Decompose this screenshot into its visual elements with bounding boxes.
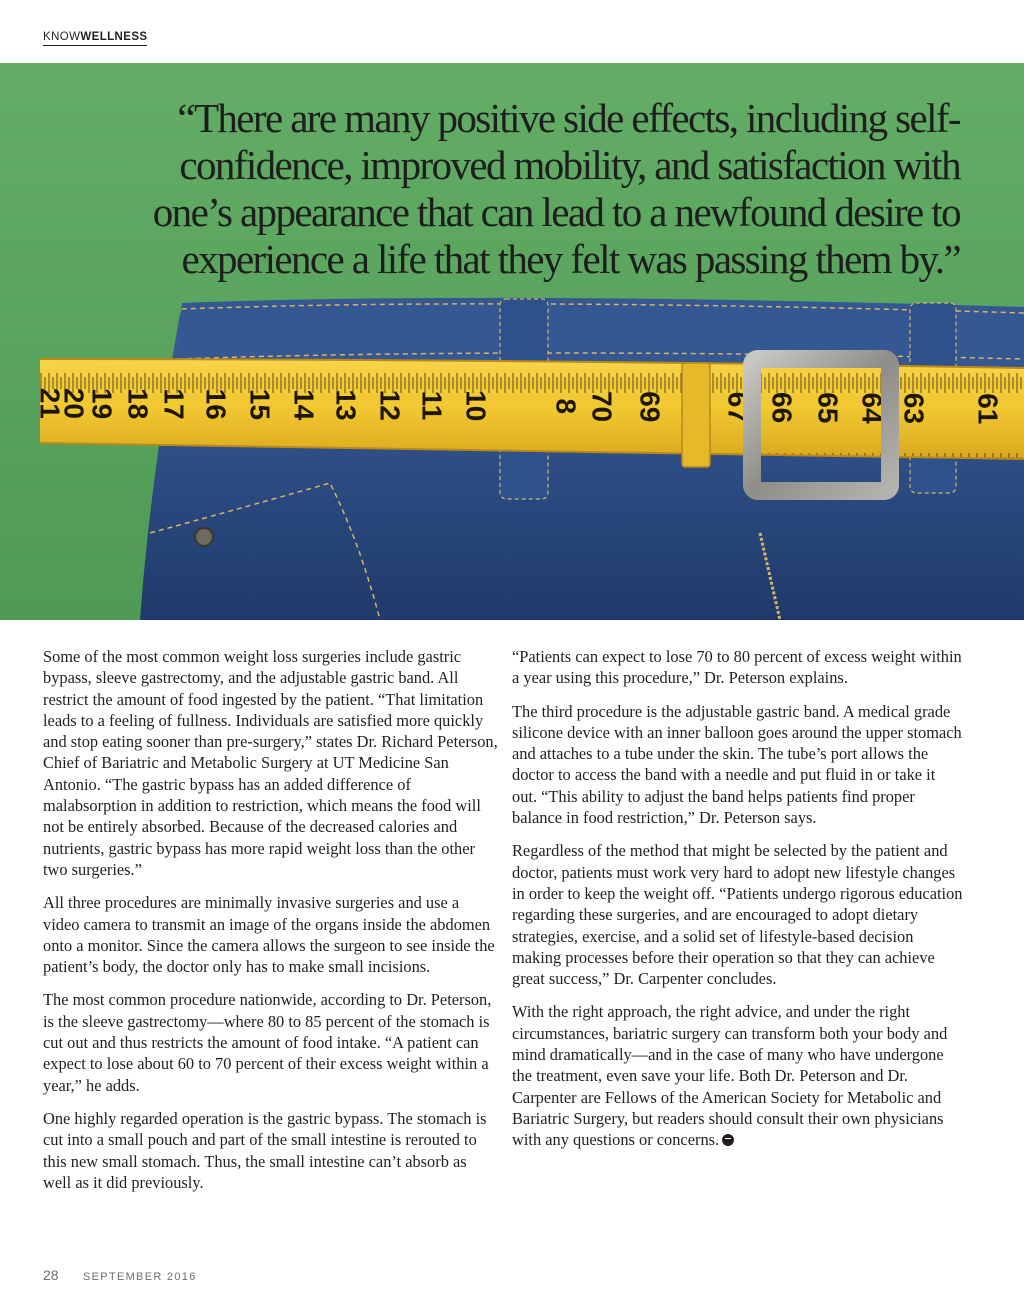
paragraph: All three procedures are minimally invasive surgeries and use a video camera to transmit an image of the organs inside the abdomen onto a monitor. Since the camera allows the surgeon to see inside the patient’s body, the doctor only has to make small incisions. <box>43 893 495 977</box>
tape-number: 70 <box>586 390 618 423</box>
paragraph-text: With the right approach, the right advice, and under the right circumstances, bariatric surgery can transform both your body and mind dramatically—and in the case of many who have undergone the treatment, even save your life. Both Dr. Peterson and Dr. Carpenter are Fellows of the American Society for Metabolic and Bariatric Surgery, but readers should consult their own physicians with any questions or concerns. <box>512 1002 948 1150</box>
tape-keeper <box>682 363 710 467</box>
pull-quote: “There are many positive side effects, including self-confidence, improved mobility, and satisfaction with one’s appearance that can lead to a newfound desire to experience a life that they felt was passing them by.” <box>152 95 960 282</box>
tape-number: 69 <box>634 391 666 423</box>
tape-number: 65 <box>812 392 844 424</box>
tape-number: 64 <box>856 392 888 424</box>
paragraph: Regardless of the method that might be selected by the patient and doctor, patients must work very hard to adopt new lifestyle changes in order to keep the weight off. “Patients undergo rigorous education regarding these surgeries, and are encouraged to adopt dietary strategies, exercise, and a solid set of lifestyle-based decision making processes before their operation so that they can achieve great success,” Dr. Carpenter concludes. <box>512 841 963 989</box>
tape-number: 15 <box>244 388 276 421</box>
tape-number: 67 <box>722 391 754 423</box>
tape-number: 12 <box>374 389 406 421</box>
tape-number: 16 <box>200 388 232 420</box>
tape-number: 14 <box>288 389 320 421</box>
paragraph: Some of the most common weight loss surgeries include gastric bypass, sleeve gastrectomy, and the adjustable gastric band. All restrict the amount of food ingested by the patient. “That limitation leads to a feeling of fullness. Individuals are satisfied more quickly and stop eating sooner than pre-surgery,” states Dr. Richard Peterson, Chief of Bariatric and Metabolic Surgery at UT Medicine San Antonio. “The gastric bypass has an added difference of malabsorption in addition to restriction, which means the food will not be entirely absorbed. Because of the decreased calories and nutrients, gastric bypass has more rapid weight loss than the other two surgeries.” <box>43 647 498 879</box>
end-of-article-icon <box>722 1134 734 1146</box>
paragraph: “Patients can expect to lose 70 to 80 percent of excess weight within a year using this procedure,” Dr. Peterson explains. <box>512 647 962 688</box>
tape-number: 11 <box>416 390 448 421</box>
tape-number: 66 <box>766 391 798 424</box>
article-column-right <box>512 646 964 1163</box>
tape-number: 21 <box>34 387 66 419</box>
tape-number: 20 <box>58 387 90 419</box>
paragraph: The third procedure is the adjustable gastric band. A medical grade silicone device with an inner balloon goes around the upper stomach and attaches to a tube under the skin. The tube’s port allows the doctor to access the band with a needle and put fluid in or take it out. “This ability to adjust the band helps patients find proper balance in food restriction,” Dr. Peterson says. <box>512 701 962 828</box>
jeans-waistband <box>176 298 1024 363</box>
tape-number: 13 <box>330 389 362 421</box>
section-label-part2: WELLNESS <box>80 31 148 43</box>
page-number: 28 <box>43 1267 59 1283</box>
page-footer <box>43 1267 197 1285</box>
tape-number: 8 <box>550 398 582 415</box>
tape-number: 10 <box>460 390 492 422</box>
issue-date: SEPTEMBER 2016 <box>83 1271 197 1283</box>
tape-number: 63 <box>898 392 930 424</box>
tape-number: 19 <box>86 388 118 420</box>
paragraph: The most common procedure nationwide, according to Dr. Peterson, is the sleeve gastrectomy—where 80 to 85 percent of the stomach is cut out and thus restricts the amount of food intake. “A patient can expect to lose about 60 to 70 percent of their excess weight within a year,” he adds. <box>43 990 492 1095</box>
section-label <box>43 31 147 46</box>
tape-number: 61 <box>972 393 1004 425</box>
rivet <box>195 528 213 546</box>
section-label-part1: KNOW <box>43 31 81 43</box>
paragraph: One highly regarded operation is the gastric bypass. The stomach is cut into a small pouch and part of the small intestine is rerouted to this new small stomach. Thus, the small intestine can’t absorb as well as it did previously. <box>43 1108 487 1192</box>
tape-number: 17 <box>158 388 190 420</box>
article-column-left <box>43 646 498 1205</box>
paragraph-last <box>512 1001 964 1150</box>
tape-number: 18 <box>122 388 154 420</box>
